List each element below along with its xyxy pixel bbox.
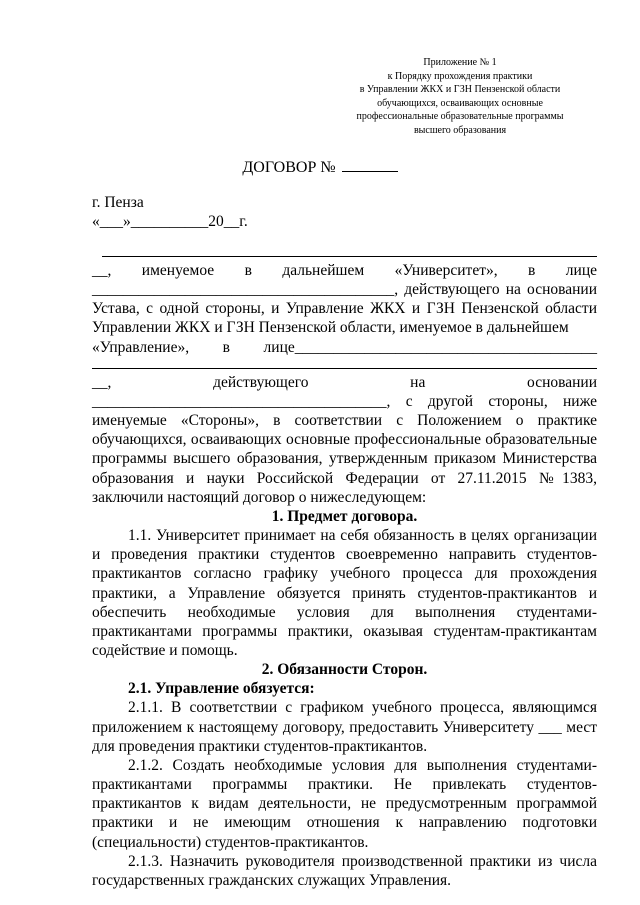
preamble-line: ______________________________________, с другой стороны, ниже [92, 392, 597, 410]
document-title: ДОГОВОР № [242, 159, 336, 176]
preamble-line: __, именуемое в дальнейшем «Университет», в лице [92, 262, 597, 279]
clause-paragraph: 2.1.1. В соответствии с графиком учебного процесса, являющимся приложением к настоящему договору, предоставить Университету ___ мест для проведения практики студентов-практикантов. [92, 699, 597, 755]
section-title: 1. Предмет договора. [271, 507, 418, 525]
appendix-line: высшего образования [413, 124, 507, 136]
appendix-line: Приложение № 1 [423, 57, 497, 68]
city: г. Пенза [92, 194, 144, 211]
contract-date: «___»__________20__г. [92, 213, 248, 230]
preamble-paragraph: именуемые «Стороны», в соответствии с Положением о практике обучающихся, осваивающих основные профессиональные образовательные программы высшего образования, утвержденным приказом Министерства образования и науки Российской Федерации от 27.11.2015 №1383, заключили настоящий договор о нижеследующем: [92, 412, 597, 506]
appendix-line: в Управлении ЖКХ и ГЗН Пензенской области [359, 84, 561, 95]
section-paragraph: 1.1. Университет принимает на себя обязанность в целях организации и проведения практики студентов своевременно направить студентов-практикантов согласно графику учебного процесса для прохождения практики, а Управление обязуется принять студентов-практикантов и обеспечить необходимые условия для выполнения студентами-практикантами программы практики, оказывая студентам-практикантам содействие и помощь. [92, 527, 597, 659]
appendix-line: профессиональные образовательные программы [356, 111, 564, 122]
blank-line [102, 256, 597, 257]
preamble-paragraph: Устава, с одной стороны, и Управление ЖКХ и ГЗН Пензенской области Управлении ЖКХ и ГЗН Пензенской области, именуемое в дальнейшем [92, 300, 597, 337]
appendix-line: к Порядку прохождения практики [387, 70, 533, 82]
subsection-title: 2.1. Управление обязуется: [128, 680, 315, 698]
preamble-line: «Управление», в лице_______________________________________ [92, 338, 597, 356]
clause-paragraph: 2.1.2. Создать необходимые условия для выполнения студентами-практикантами программы практики. Не привлекать студентов-практикантов к видам деятельности, не предусмотренным программой практики и не имеющим отношения к направлению подготовки (специальности) студентов-практикантов. [92, 756, 597, 851]
appendix-line: обучающихся, осваивающих основные [377, 97, 543, 109]
appendix-block [318, 56, 602, 137]
preamble-line: __, действующего на основании [92, 373, 597, 391]
blank-line [92, 368, 597, 369]
document-title-row [0, 158, 640, 178]
clause-paragraph: 2.1.3. Назначить руководителя производственной практики из числа государственных гражданских служащих Управления. [92, 852, 597, 889]
preamble-line: _______________________________________, действующего на основании [92, 281, 597, 299]
document-body [92, 256, 597, 890]
section-title: 2. Обязанности Сторон. [261, 661, 428, 679]
contract-number-line [342, 159, 398, 172]
